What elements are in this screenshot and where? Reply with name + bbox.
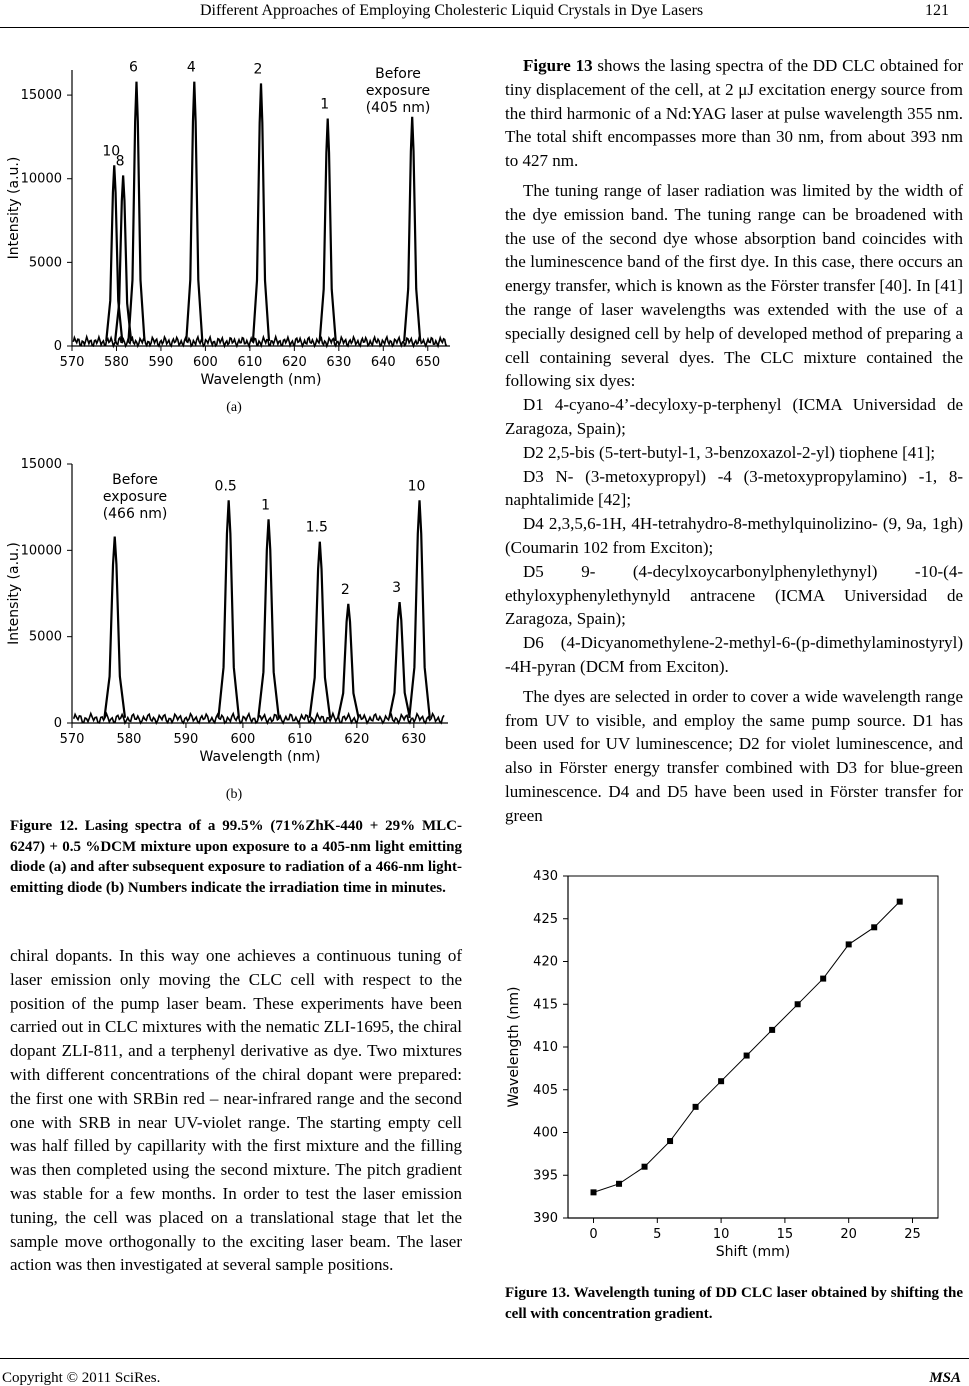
x-tick-label: 0: [589, 1227, 598, 1242]
y-tick-label: 430: [533, 869, 558, 884]
x-tick-label: 600: [192, 355, 218, 370]
right-paragraph-1: [505, 54, 963, 173]
dye-item-1: D1 4-cyano-4’-decyloxy-p-terphenyl (ICMA Universidad de Zaragoza, Spain);: [505, 395, 963, 438]
x-tick-label: 620: [344, 732, 370, 747]
spectrum-peak: [320, 119, 336, 341]
peak-label: 3: [392, 580, 402, 597]
right-column-text: [505, 54, 963, 828]
peak-label: 6: [129, 59, 138, 76]
dye-item-6: D6 (4-Dicyanomethylene-2-methyl-6-(p-dimethylaminostyryl) -4H-pyran (DCM from Exciton).: [505, 633, 963, 676]
exposure-annotation: exposure: [365, 83, 431, 99]
right-paragraph-2: The tuning range of laser radiation was limited by the width of the dye emission band. The tuning range can be broadened with the use of the second dye whose absorption band coincides with the luminescence band of the first dye. In this case, there occurs an energy transfer, which is known as the Förster transfer [40]. In [41] the range of laser wavelengths was extended with the use of a specially designed cell by help of developed method of preparing a cell containing several dyes. The CLC mixture contained the following six dyes:: [505, 180, 963, 391]
spectrum-peak: [404, 117, 420, 341]
dye-item-3: D3 N- (3-metoxypropyl) -4 (3-metoxypropylamino) -1, 8-naphtalimide [42];: [505, 466, 963, 510]
dye-item-4: D4 2,3,5,6-1H, 4H-tetrahydro-8-methylquinolizino- (9, 9a, 1gh) (Coumarin 102 from Exciton);: [505, 514, 963, 557]
journal-name: MSA: [929, 1370, 961, 1386]
y-tick-label: 15000: [20, 88, 62, 104]
x-tick-label: 620: [281, 355, 307, 370]
running-head: [0, 2, 969, 24]
x-tick-label: 610: [287, 732, 313, 747]
y-tick-label: 0: [53, 716, 62, 731]
figure-13-chart: [500, 860, 960, 1275]
x-tick-label: 600: [230, 732, 256, 747]
right-paragraph-1-text: shows the lasing spectra of the DD CLC obtained for tiny displacement of the cell, at 2 μJ excitation energy source from the third harmonic of a Nd:YAG laser at pulse wavelength 355 nm. The total shift encompasses more than 30 nm, from about 393 nm to 427 nm.: [505, 56, 963, 171]
y-tick-label: 400: [533, 1125, 558, 1141]
x-tick-label: 630: [326, 355, 352, 370]
figure-12a-label: (a): [226, 400, 242, 415]
y-axis-label: Intensity (a.u.): [6, 542, 22, 645]
y-tick-label: 420: [533, 954, 558, 970]
peak-label: 1: [320, 96, 330, 113]
spectrum-peak: [389, 602, 410, 718]
data-point: [769, 1027, 775, 1033]
copyright: Copyright © 2011 SciRes.: [2, 1370, 161, 1386]
spectrum-peak: [409, 500, 430, 718]
y-tick-label: 405: [533, 1082, 558, 1098]
x-tick-label: 25: [904, 1227, 921, 1242]
footer-rule: [0, 1358, 969, 1359]
spectrum-peak: [310, 542, 331, 718]
x-axis-label: Wavelength (nm): [200, 372, 322, 388]
peak-label: 8: [115, 153, 125, 170]
y-tick-label: 415: [533, 997, 558, 1013]
y-tick-label: 10000: [20, 543, 62, 559]
y-tick-label: 5000: [28, 255, 62, 271]
x-tick-label: 630: [401, 732, 427, 747]
right-paragraph-3: The dyes are selected in order to cover a wide wavelength range from UV to visible, and employ the same pump source. D1 has been used for UV luminescence; D2 for violet luminescence, and also in Förster energy transfer combined with D3 for blue-green luminescence. D4 and D5 have been used in Förster transfer for green: [505, 686, 963, 825]
peak-label: 4: [186, 59, 196, 76]
data-point: [616, 1181, 622, 1187]
dye-item-2: D2 2,5-bis (5-tert-butyl-1, 3-benzoxazol-2-yl) tiophene [41];: [523, 442, 936, 462]
spectrum-peak: [104, 537, 125, 718]
running-title: Different Approaches of Employing Cholesteric Liquid Crystals in Dye Lasers: [200, 2, 704, 19]
y-tick-label: 15000: [20, 457, 62, 472]
data-point: [795, 1001, 801, 1007]
dye-item-5: D5 9- (4-decylxoycarbonylphenylethynyl) -10-(4-ethyloxyphenylethynyld antracene (ICMA Universidad de Zaragoza, Spain);: [505, 561, 963, 629]
x-tick-label: 570: [59, 355, 85, 370]
y-tick-label: 0: [53, 339, 62, 354]
x-tick-label: 580: [116, 732, 142, 747]
data-point: [591, 1189, 597, 1195]
y-axis-label: Intensity (a.u.): [6, 156, 22, 260]
figure-12b-label: (b): [225, 787, 243, 802]
header-rule: [0, 27, 969, 28]
peak-label: 1.5: [305, 519, 328, 536]
spectrum-peak: [186, 82, 202, 341]
figure-13-caption: Figure 13. Wavelength tuning of DD CLC laser obtained by shifting the cell with concentration gradient.: [505, 1285, 963, 1322]
peak-label: 2: [340, 581, 350, 598]
y-tick-label: 410: [533, 1040, 558, 1055]
plot-frame: [568, 876, 938, 1218]
tuning-line: [594, 902, 900, 1193]
peak-label: 10: [407, 478, 426, 495]
x-tick-label: 590: [148, 355, 174, 370]
x-tick-label: 610: [237, 355, 263, 370]
y-tick-label: 390: [533, 1211, 558, 1226]
figure-13: [500, 860, 960, 1275]
x-tick-label: 15: [776, 1227, 794, 1242]
y-tick-label: 10000: [20, 171, 62, 187]
exposure-annotation: exposure: [102, 489, 168, 505]
x-tick-label: 10: [712, 1227, 730, 1242]
data-point: [744, 1053, 750, 1059]
data-point: [846, 941, 852, 947]
x-axis-label: Wavelength (nm): [199, 749, 321, 765]
data-point: [642, 1164, 648, 1170]
spectrum-peak: [258, 519, 279, 718]
left-paragraph: chiral dopants. In this way one achieves a continuous tuning of laser emission only moving the CLC cell with respect to the position of the pump laser beam. These experiments have been carried out in CLC mixtures with the nematic ZLI-1695, the chiral dopant ZLI-811, and a terphenyl derivative as dye. Two mixtures with different concentrations of the chiral dopant were prepared: the first one with SRBin red – near-infrared range and the second one with SRB in near UV-violet range. The starting empty cell was half filled by capillarity with the first mixture and the filling was then completed using the second mixture. The pitch gradient was stable for a few months. In order to test the laser emission tuning, the cell was placed on a translational stage that let the sample move orthogonally to the exciting laser beam. The laser action was then investigated at several sample positions.: [10, 946, 462, 1275]
spectrum-peak: [253, 83, 269, 341]
x-axis-label: Shift (mm): [715, 1244, 791, 1260]
peak-label: 10: [102, 143, 121, 160]
peak-label: 1: [261, 497, 271, 514]
peak-label: 2: [253, 61, 263, 78]
x-tick-label: 650: [415, 355, 441, 370]
figure-12b-chart: [0, 450, 470, 785]
exposure-annotation: Before: [375, 66, 421, 82]
figure-12a: [0, 40, 470, 410]
x-tick-label: 20: [840, 1227, 857, 1242]
data-point: [693, 1104, 699, 1110]
page-number: 121: [925, 2, 949, 19]
figure-12a-chart: [0, 40, 470, 410]
figure-12b: [0, 450, 470, 785]
figure-13-reference: Figure 13: [523, 56, 593, 75]
y-axis-label: Wavelength (nm): [506, 986, 522, 1108]
data-point: [718, 1078, 724, 1084]
spectrum-peak: [338, 604, 359, 718]
peak-label: 0.5: [214, 478, 237, 495]
spectrum-peak: [128, 82, 144, 341]
data-point: [897, 899, 903, 905]
exposure-annotation: (405 nm): [365, 100, 431, 116]
x-tick-label: 590: [173, 732, 199, 747]
exposure-annotation: (466 nm): [102, 506, 168, 522]
data-point: [667, 1138, 673, 1144]
data-point: [820, 976, 826, 982]
x-tick-label: 580: [104, 355, 129, 370]
x-tick-label: 570: [59, 732, 85, 747]
y-tick-label: 425: [533, 911, 558, 927]
y-tick-label: 5000: [28, 629, 62, 645]
data-point: [871, 924, 877, 930]
spectrum-peak: [218, 500, 239, 718]
exposure-annotation: Before: [112, 472, 158, 488]
left-column-text: [10, 944, 462, 1277]
page-footer: [0, 1358, 969, 1386]
y-tick-label: 395: [533, 1168, 558, 1184]
x-tick-label: 5: [653, 1227, 662, 1242]
figure-12-caption: Figure 12. Lasing spectra of a 99.5% (71%ZhK-440 + 29% MLC-6247) + 0.5 %DCM mixture upon exposure to a 405-nm light emitting diode (a) and after subsequent exposure to radiation of a 466-nm light-emitting diode (b) Numbers indicate the irradiation time in minutes.: [10, 818, 462, 896]
x-tick-label: 640: [370, 355, 396, 370]
